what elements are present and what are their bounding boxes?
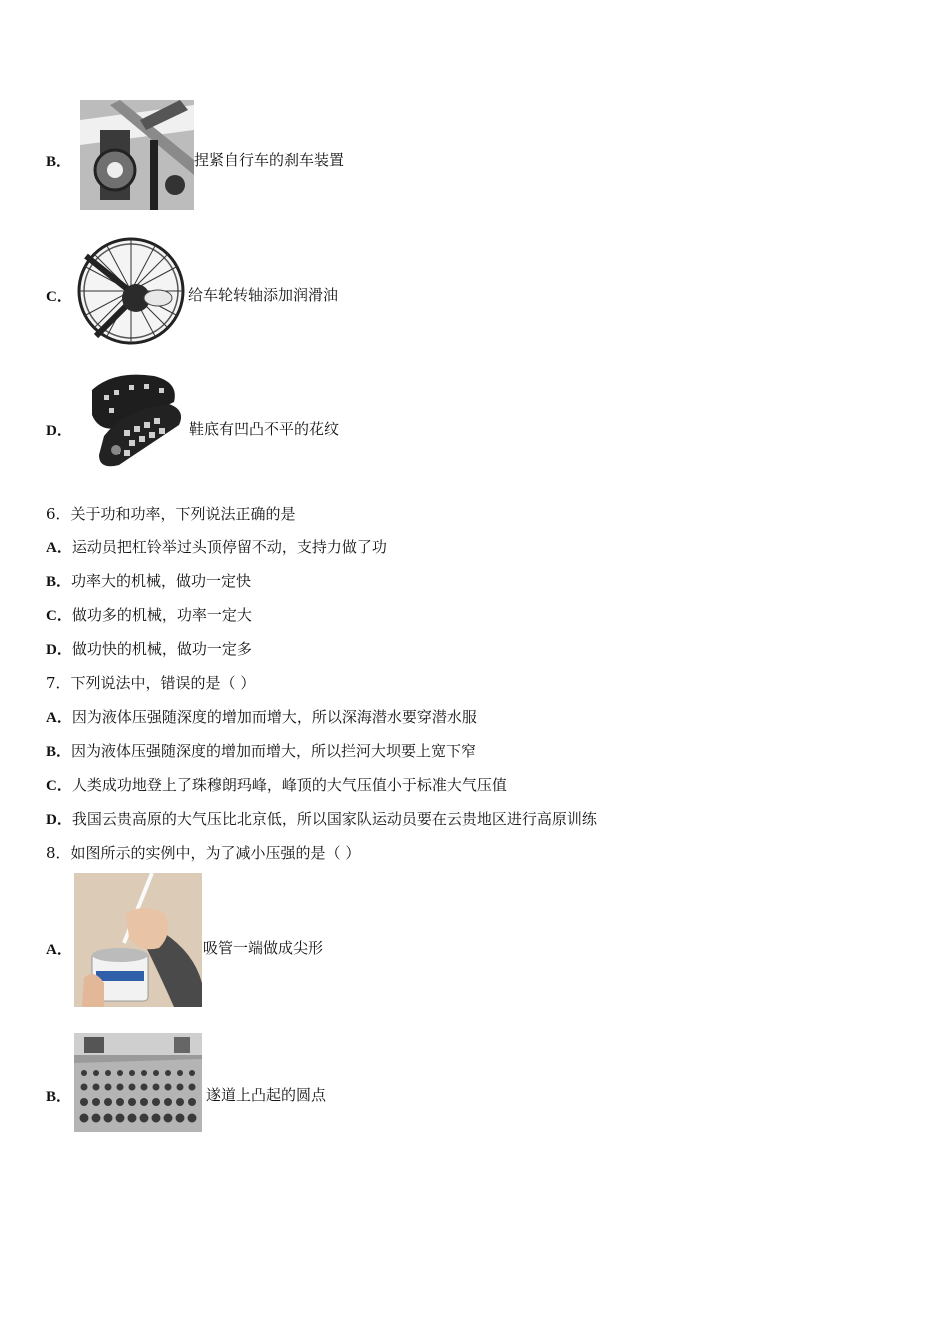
option-letter: B． xyxy=(46,154,72,170)
q8-option-a xyxy=(46,938,72,959)
q6-option-a: A．运动员把杠铃举过头顶停留不动，支持力做了功 xyxy=(46,538,387,556)
q6-option-d: D．做功快的机械，做功一定多 xyxy=(46,640,252,658)
q6-option-b: B．功率大的机械，做功一定快 xyxy=(46,572,252,590)
question-7-stem: 7．下列说法中，错误的是（ ） xyxy=(46,674,256,692)
option-letter: B． xyxy=(46,1089,72,1105)
option-letter: D． xyxy=(46,423,72,439)
bicycle-wheel-photo xyxy=(76,236,186,346)
option-caption: 给车轮转轴添加润滑油 xyxy=(188,286,339,304)
option-caption: 捏紧自行车的刹车装置 xyxy=(194,151,345,169)
option-caption: 吸管一端做成尖形 xyxy=(203,939,324,957)
option-d-shoe xyxy=(46,419,72,440)
option-caption: 遂道上凸起的圆点 xyxy=(206,1086,327,1104)
straw-yogurt-photo xyxy=(74,873,202,1007)
question-8-stem: 8．如图所示的实例中，为了减小压强的是（ ） xyxy=(46,844,361,862)
shoe-sole-photo xyxy=(74,370,188,470)
option-c-wheel xyxy=(46,285,72,306)
q7-option-a: A．因为液体压强随深度的增加而增大，所以深海潜水要穿潜水服 xyxy=(46,708,477,726)
q7-option-c: C．人类成功地登上了珠穆朗玛峰，峰顶的大气压值小于标准大气压值 xyxy=(46,776,507,794)
option-letter: C． xyxy=(46,289,72,305)
option-b-brake xyxy=(46,150,71,171)
bicycle-brake-photo xyxy=(80,100,194,210)
q7-option-b: B．因为液体压强随深度的增加而增大，所以拦河大坝要上宽下窄 xyxy=(46,742,477,760)
option-letter: A． xyxy=(46,942,72,958)
q8-option-b xyxy=(46,1085,71,1106)
q7-option-d: D．我国云贵高原的大气压比北京低，所以国家队运动员要在云贵地区进行高原训练 xyxy=(46,810,597,828)
question-6-stem: 6．关于功和功率，下列说法正确的是 xyxy=(46,505,296,523)
q6-option-c: C．做功多的机械，功率一定大 xyxy=(46,606,252,624)
option-caption: 鞋底有凹凸不平的花纹 xyxy=(189,420,340,438)
tactile-paving-photo xyxy=(74,1033,202,1132)
